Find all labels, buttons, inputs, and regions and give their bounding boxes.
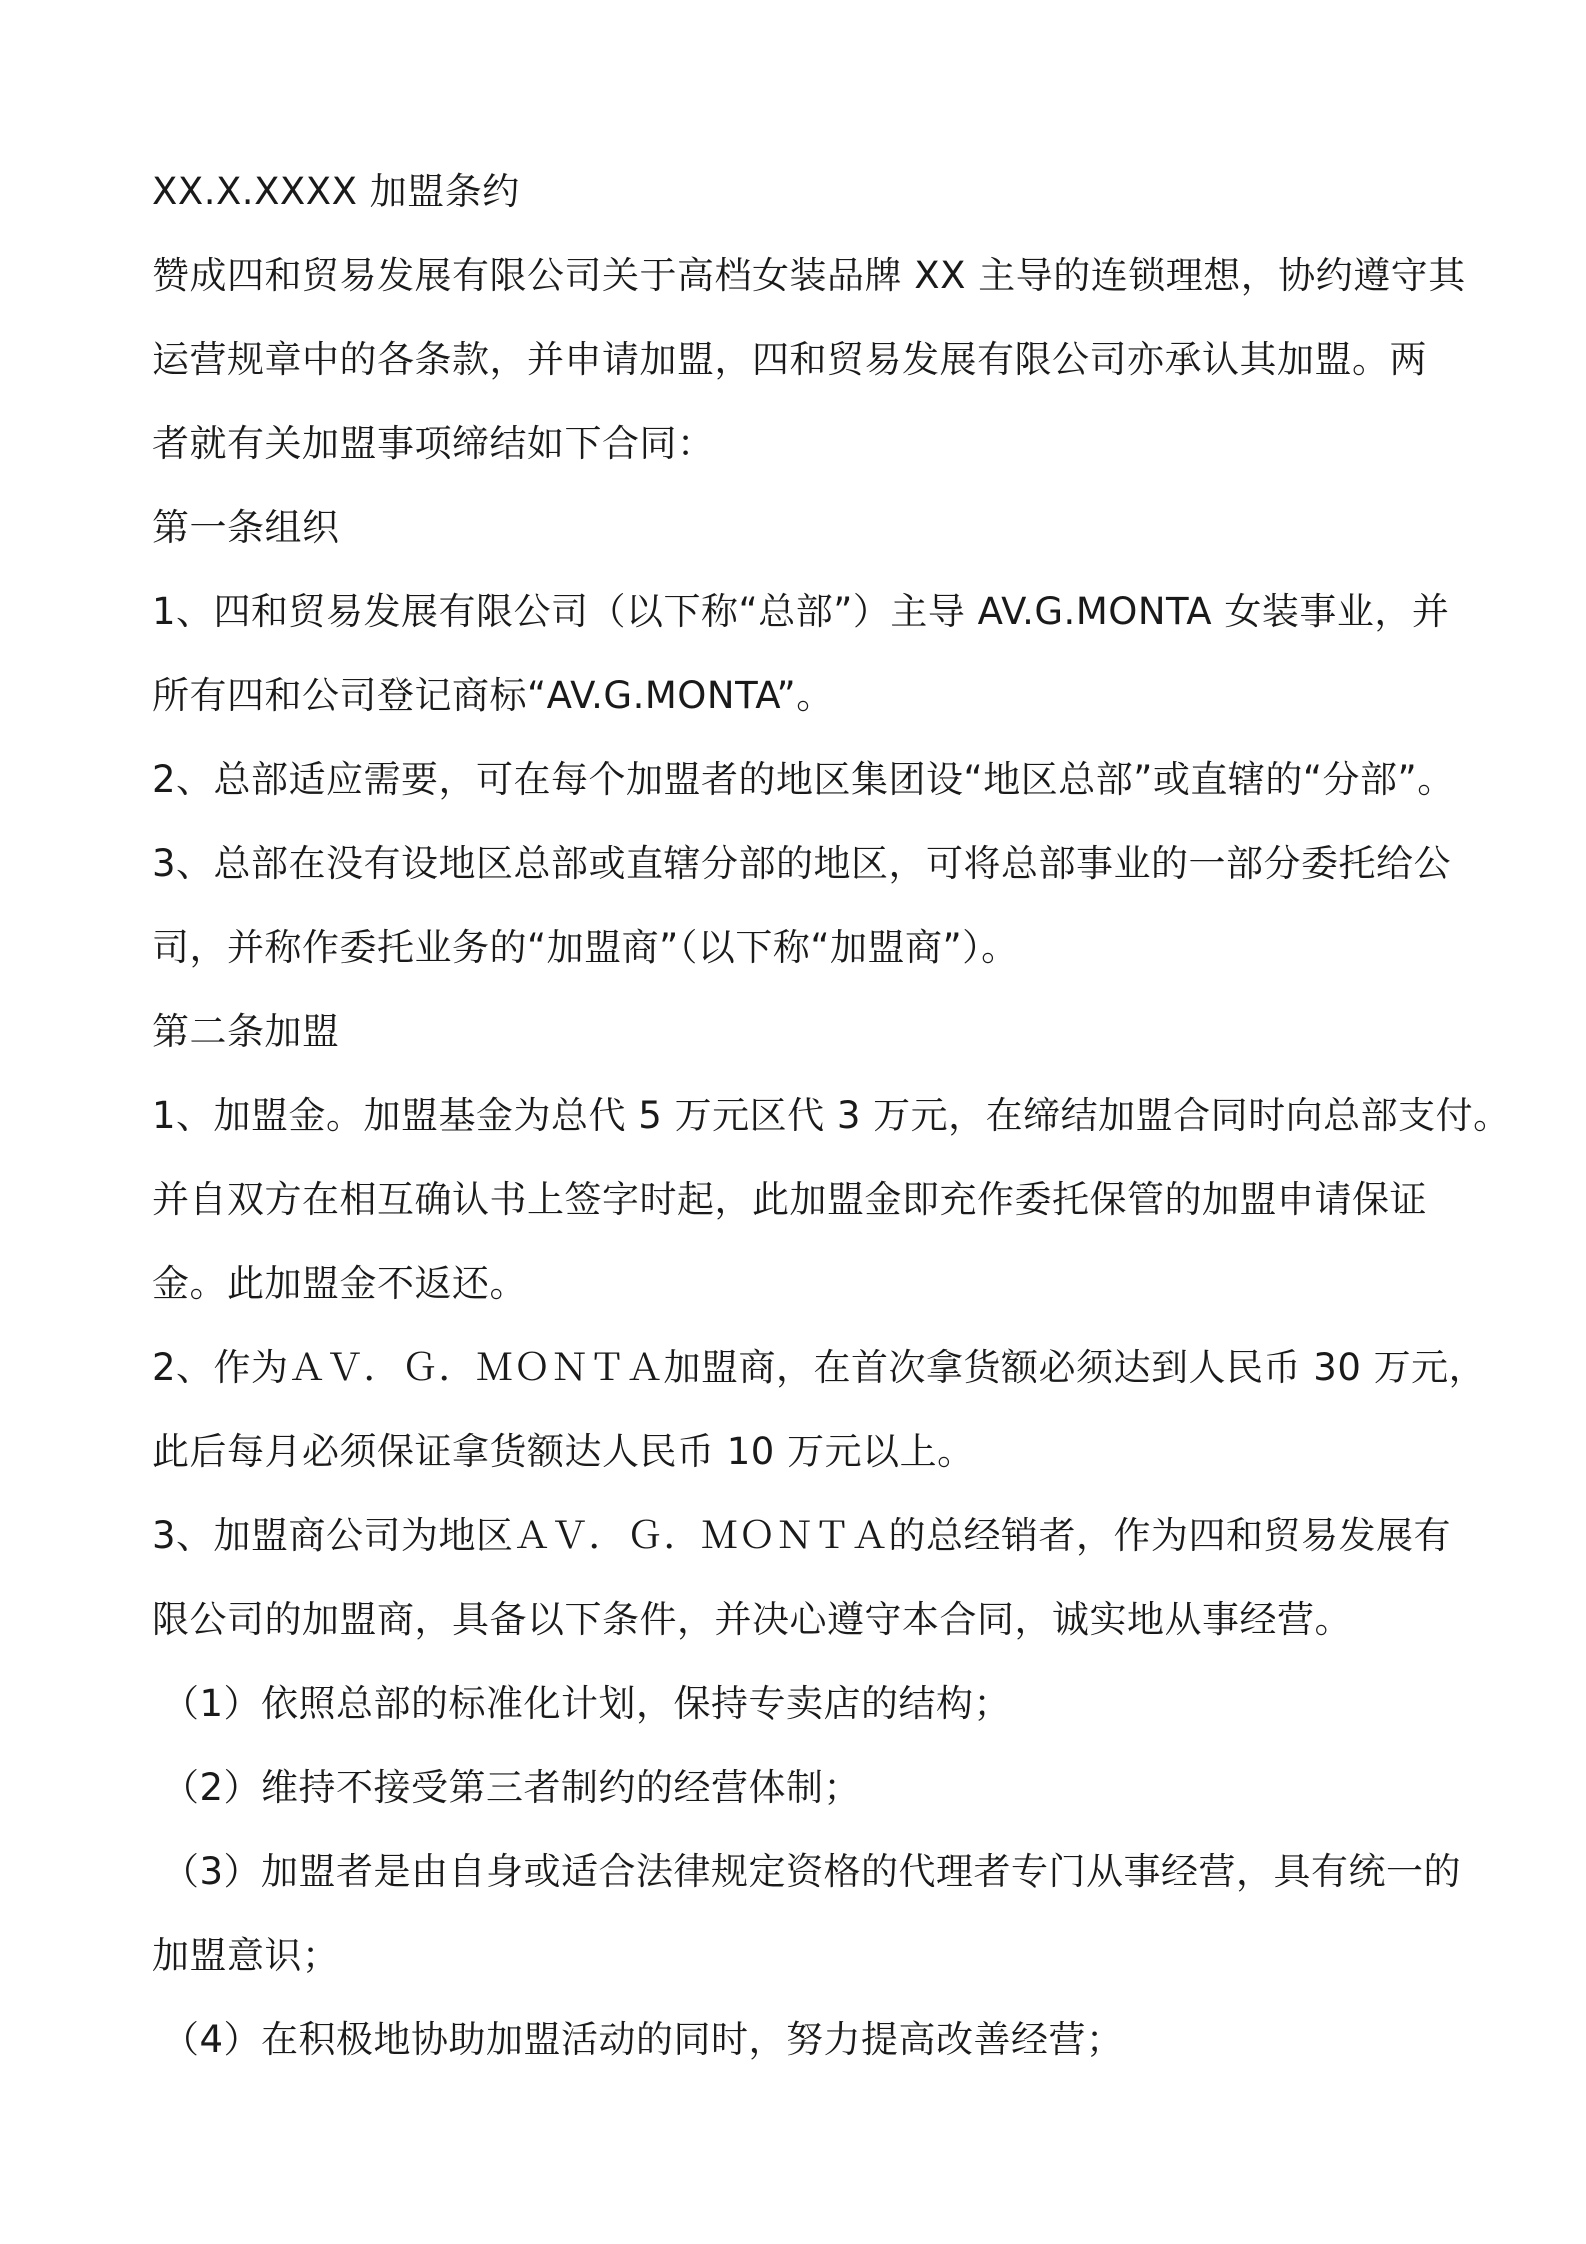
clause-line: 2、总部适应需要，可在每个加盟者的地区集团设“地区总部”或直辖的“分部”。 [152, 758, 1455, 801]
preamble-line: 运营规章中的各条款，并申请加盟，四和贸易发展有限公司亦承认其加盟。两 [152, 338, 1427, 381]
sub-clause-line: （2）维持不接受第三者制约的经营体制； [162, 1766, 862, 1809]
article-heading: 第一条组织 [152, 506, 340, 549]
clause-line: 3、加盟商公司为地区ＡＶ．Ｇ．ＭＯＮＴＡ的总经销者，作为四和贸易发展有 [152, 1514, 1452, 1557]
clause-line: 3、总部在没有设地区总部或直辖分部的地区，可将总部事业的一部分委托给公 [152, 842, 1452, 885]
clause-line: 司，并称作委托业务的“加盟商”（以下称“加盟商”）。 [152, 926, 1019, 969]
clause-line: 1、加盟金。加盟基金为总代 5 万元区代 3 万元，在缔结加盟合同时向总部支付。 [152, 1094, 1511, 1137]
sub-clause-line: （4）在积极地协助加盟活动的同时，努力提高改善经营； [162, 2018, 1124, 2061]
preamble-line: 者就有关加盟事项缔结如下合同： [152, 422, 715, 465]
clause-line: 所有四和公司登记商标“AV.G.MONTA”。 [152, 674, 834, 717]
clause-line: 限公司的加盟商，具备以下条件，并决心遵守本合同，诚实地从事经营。 [152, 1598, 1352, 1641]
sub-clause-line: （3）加盟者是由自身或适合法律规定资格的代理者专门从事经营，具有统一的 [162, 1850, 1462, 1893]
preamble-line: 赞成四和贸易发展有限公司关于高档女装品牌 XX 主导的连锁理想，协约遵守其 [152, 254, 1466, 297]
clause-line: 金。此加盟金不返还。 [152, 1262, 527, 1305]
sub-clause-line: 加盟意识； [152, 1934, 340, 1977]
clause-line: 并自双方在相互确认书上签字时起，此加盟金即充作委托保管的加盟申请保证 [152, 1178, 1427, 1221]
sub-clause-line: （1）依照总部的标准化计划，保持专卖店的结构； [162, 1682, 1012, 1725]
document-title: XX.X.XXXX 加盟条约 [152, 170, 520, 213]
article-heading: 第二条加盟 [152, 1010, 340, 1053]
clause-line: 2、作为ＡＶ．Ｇ．ＭＯＮＴＡ加盟商，在首次拿货额必须达到人民币 30 万元， [152, 1346, 1487, 1389]
clause-line: 1、四和贸易发展有限公司（以下称“总部”）主导 AV.G.MONTA 女装事业，并 [152, 590, 1450, 633]
document-page [152, 150, 1511, 2082]
clause-line: 此后每月必须保证拿货额达人民币 10 万元以上。 [152, 1430, 975, 1473]
